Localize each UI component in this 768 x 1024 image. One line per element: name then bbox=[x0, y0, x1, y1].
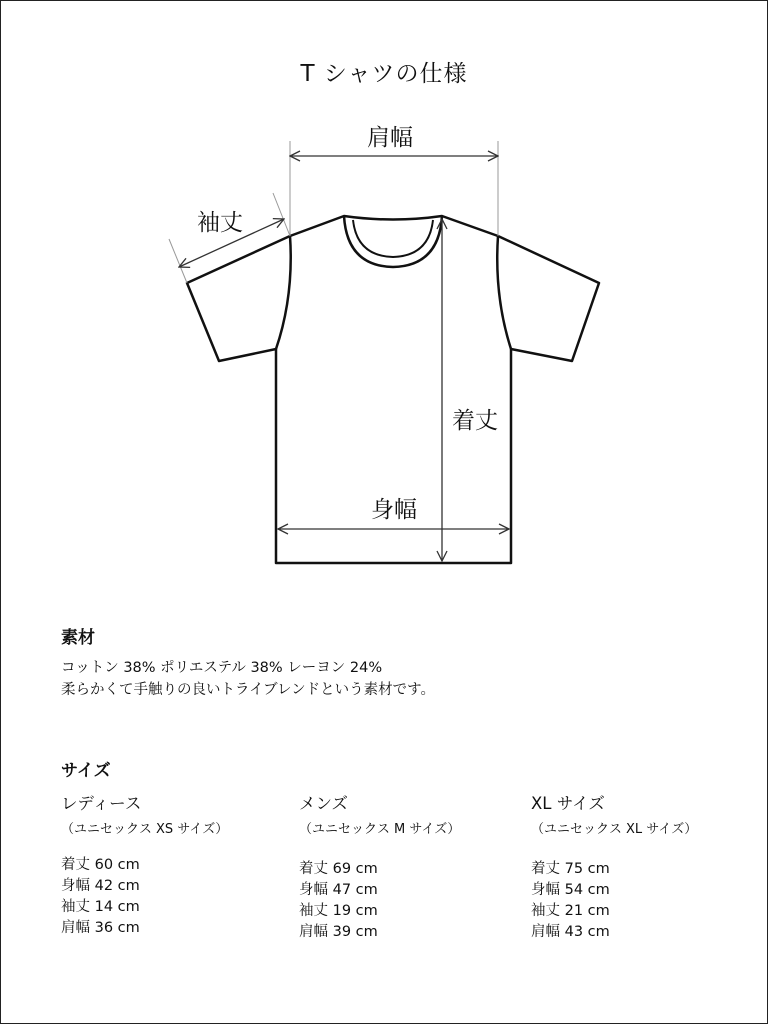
size-name: XL サイズ bbox=[531, 794, 605, 813]
size-name: メンズ bbox=[299, 794, 349, 813]
size-measurements bbox=[299, 859, 529, 943]
size-column-mens bbox=[299, 793, 529, 943]
material-heading: 素材 bbox=[61, 628, 95, 648]
measurement-length: 着丈 75 cm bbox=[531, 861, 610, 877]
page-title: T シャツの仕様 bbox=[300, 61, 468, 87]
size-column-ladies bbox=[61, 793, 291, 939]
measurement-body-width: 身幅 42 cm bbox=[61, 878, 140, 894]
size-subtitle: （ユニセックス XL サイズ） bbox=[531, 822, 698, 837]
measurement-sleeve: 袖丈 19 cm bbox=[299, 903, 378, 919]
body-width-label: 身幅 bbox=[371, 497, 417, 523]
size-measurements bbox=[61, 855, 291, 939]
measurement-shoulder: 肩幅 43 cm bbox=[531, 924, 610, 940]
size-subtitle: （ユニセックス XS サイズ） bbox=[61, 822, 229, 837]
sleeve-guide-1 bbox=[273, 193, 290, 236]
measurement-shoulder: 肩幅 39 cm bbox=[299, 924, 378, 940]
sleeve-guide-2 bbox=[169, 239, 187, 283]
measurement-sleeve: 袖丈 21 cm bbox=[531, 903, 610, 919]
size-measurements bbox=[531, 859, 761, 943]
measurement-shoulder: 肩幅 36 cm bbox=[61, 920, 140, 936]
sizes-heading: サイズ bbox=[61, 761, 111, 781]
material-description: 柔らかくて手触りの良いトライブレンドという素材です。 bbox=[61, 682, 436, 698]
body-length-label: 着丈 bbox=[452, 408, 498, 434]
measurement-body-width: 身幅 47 cm bbox=[299, 882, 378, 898]
sleeve-length-label: 袖丈 bbox=[197, 210, 243, 236]
measurement-length: 着丈 60 cm bbox=[61, 857, 140, 873]
size-name: レディース bbox=[61, 794, 142, 813]
material-composition: コットン 38% ポリエステル 38% レーヨン 24% bbox=[61, 660, 383, 676]
measurement-length: 着丈 69 cm bbox=[299, 861, 378, 877]
measurement-sleeve: 袖丈 14 cm bbox=[61, 899, 140, 915]
size-subtitle: （ユニセックス M サイズ） bbox=[299, 822, 461, 837]
measurement-body-width: 身幅 54 cm bbox=[531, 882, 610, 898]
size-column-xl bbox=[531, 793, 761, 943]
shoulder-width-label: 肩幅 bbox=[367, 125, 413, 151]
